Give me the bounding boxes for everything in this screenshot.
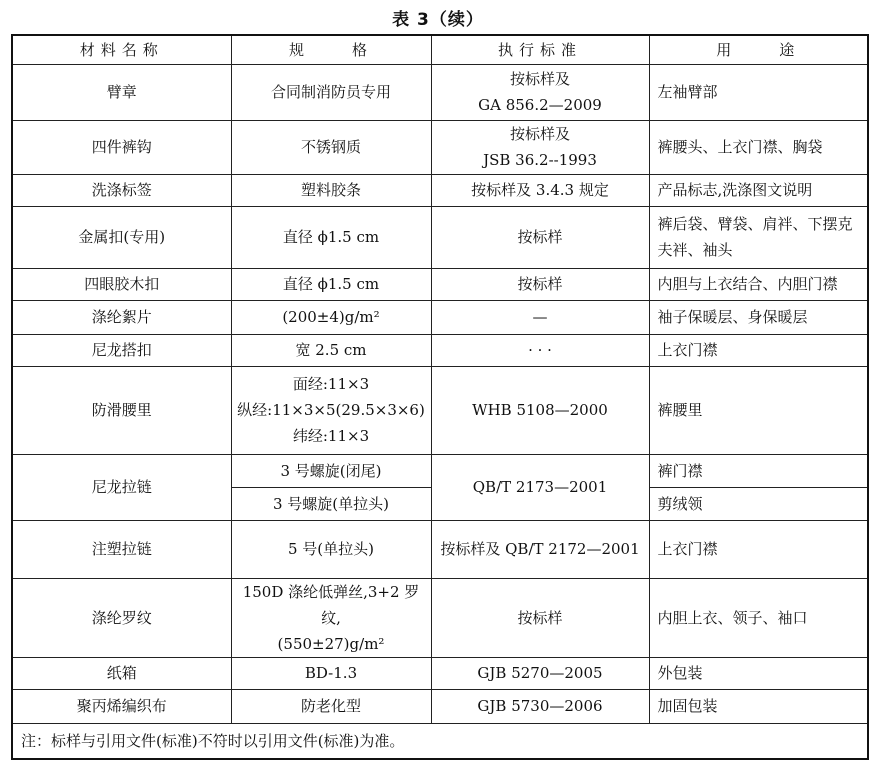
spec-cell [231, 366, 431, 454]
spec-line: (550±27)g/m² [277, 634, 385, 653]
spec-line: 直径 ϕ1.5 cm [282, 228, 380, 246]
use-line: 内胆与上衣结合、内胆门襟 [657, 275, 838, 293]
header-material-name: 材料名称 [12, 35, 231, 64]
standard-cell [431, 334, 649, 366]
use-cell [649, 578, 868, 657]
use-line: 裤后袋、臂袋、肩袢、下摆克 [657, 215, 853, 233]
use-cell [649, 334, 868, 366]
standard-cell [431, 174, 649, 206]
use-cell [649, 520, 868, 578]
material-name-cell: 尼龙拉链 [12, 454, 231, 520]
spec-line: 纬经:11×3 [292, 427, 370, 445]
spec-cell: 3 号螺旋(单拉头) [231, 487, 431, 520]
use-cell [649, 657, 868, 689]
material-name-cell: 四件裤钩 [12, 120, 231, 174]
standard-line: 按标样 [517, 608, 563, 627]
table-note: 注：标样与引用文件(标准)不符时以引用文件(标准)为准。 [12, 723, 868, 759]
table-row [12, 578, 868, 657]
spec-cell [231, 206, 431, 268]
spec-cell [231, 120, 431, 174]
standard-line: JSB 36.2--1993 [483, 151, 597, 169]
use-cell [649, 174, 868, 206]
materials-table [11, 34, 869, 760]
spec-line: 5 号(单拉头) [287, 540, 375, 558]
spec-cell [231, 520, 431, 578]
material-name-cell: 注塑拉链 [12, 520, 231, 578]
table-title: 表 3（续） [392, 10, 484, 30]
header-row [12, 35, 868, 64]
standard-cell [431, 206, 649, 268]
standard-line: 按标样及 [509, 70, 570, 88]
use-cell [649, 64, 868, 120]
table-row [12, 366, 868, 454]
use-cell [649, 366, 868, 454]
spec-line: 防老化型 [300, 697, 361, 715]
use-line: 裤腰里 [657, 401, 703, 419]
standard-cell [431, 578, 649, 657]
material-name-cell: 涤纶絮片 [12, 300, 231, 334]
standard-line: · · · [528, 341, 552, 359]
spec-line: 150D 涤纶低弹丝,3+2 罗纹, [242, 582, 420, 627]
standard-cell [431, 64, 649, 120]
use-line: 上衣门襟 [657, 540, 718, 558]
table-row [12, 657, 868, 689]
note-row [12, 723, 868, 759]
header-standard: 执行标准 [431, 35, 649, 64]
standard-line: 按标样 [517, 275, 563, 293]
table-row [12, 689, 868, 723]
material-name-cell: 臂章 [12, 64, 231, 120]
spec-line: 宽 2.5 cm [295, 341, 367, 359]
table-row [12, 520, 868, 578]
material-name-cell: 金属扣(专用) [12, 206, 231, 268]
material-name-cell: 洗涤标签 [12, 174, 231, 206]
table-row [12, 174, 868, 206]
spec-line: 直径 ϕ1.5 cm [282, 275, 380, 293]
spec-line: 面经:11×3 [292, 375, 370, 393]
spec-cell [231, 689, 431, 723]
standard-cell [431, 120, 649, 174]
table-row [12, 268, 868, 300]
spec-line: 不锈钢质 [300, 138, 361, 156]
material-name-cell: 涤纶罗纹 [12, 578, 231, 657]
table-row [12, 206, 868, 268]
spec-line: 塑料胶条 [300, 181, 361, 199]
use-cell: 裤门襟 [649, 454, 868, 487]
use-line: 产品标志,洗涤图文说明 [657, 181, 813, 199]
standard-line: — [532, 308, 548, 326]
material-name-cell: 聚丙烯编织布 [12, 689, 231, 723]
use-line: 夫袢、袖头 [657, 241, 733, 259]
spec-line: 纵经:11×3×5(29.5×3×6) [237, 401, 425, 419]
spec-cell [231, 300, 431, 334]
use-line: 加固包装 [657, 697, 718, 715]
use-line: 袖子保暖层、身保暖层 [657, 308, 808, 326]
use-line: 内胆上衣、领子、袖口 [657, 608, 808, 627]
table-row [12, 334, 868, 366]
spec-cell [231, 578, 431, 657]
standard-line: GJB 5270—2005 [477, 664, 603, 682]
standard-cell [431, 657, 649, 689]
standard-line: 按标样 [517, 228, 563, 246]
standard-line: GA 856.2—2009 [478, 96, 602, 114]
standard-line: WHB 5108—2000 [472, 401, 608, 419]
use-cell [649, 206, 868, 268]
standard-cell [431, 689, 649, 723]
standard-cell [431, 300, 649, 334]
material-name-cell: 防滑腰里 [12, 366, 231, 454]
spec-cell: 3 号螺旋(闭尾) [231, 454, 431, 487]
use-line: 上衣门襟 [657, 341, 718, 359]
table-row [12, 300, 868, 334]
table-row [12, 64, 868, 120]
header-use: 用 途 [649, 35, 868, 64]
standard-line: GJB 5730—2006 [477, 697, 603, 715]
use-cell [649, 300, 868, 334]
use-line: 左袖臂部 [657, 83, 718, 101]
standard-cell [431, 520, 649, 578]
spec-cell [231, 64, 431, 120]
spec-cell [231, 657, 431, 689]
standard-cell: QB/T 2173—2001 [431, 454, 649, 520]
spec-line: BD-1.3 [304, 664, 358, 682]
header-spec: 规 格 [231, 35, 431, 64]
material-name-cell: 四眼胶木扣 [12, 268, 231, 300]
use-cell: 剪绒领 [649, 487, 868, 520]
use-line: 外包装 [657, 664, 703, 682]
spec-cell [231, 268, 431, 300]
spec-line: 合同制消防员专用 [270, 83, 391, 101]
spec-cell [231, 174, 431, 206]
use-line: 裤腰头、上衣门襟、胸袋 [657, 138, 823, 156]
spec-line: (200±4)g/m² [282, 308, 380, 326]
spec-cell [231, 334, 431, 366]
standard-line: 按标样及 QB/T 2172—2001 [440, 540, 640, 558]
table-row [12, 454, 868, 487]
standard-line: 按标样及 3.4.3 规定 [471, 181, 609, 199]
standard-cell [431, 268, 649, 300]
use-cell [649, 268, 868, 300]
material-name-cell: 纸箱 [12, 657, 231, 689]
standard-cell [431, 366, 649, 454]
use-cell [649, 689, 868, 723]
use-cell [649, 120, 868, 174]
table-row [12, 120, 868, 174]
standard-line: 按标样及 [509, 125, 570, 143]
material-name-cell: 尼龙搭扣 [12, 334, 231, 366]
